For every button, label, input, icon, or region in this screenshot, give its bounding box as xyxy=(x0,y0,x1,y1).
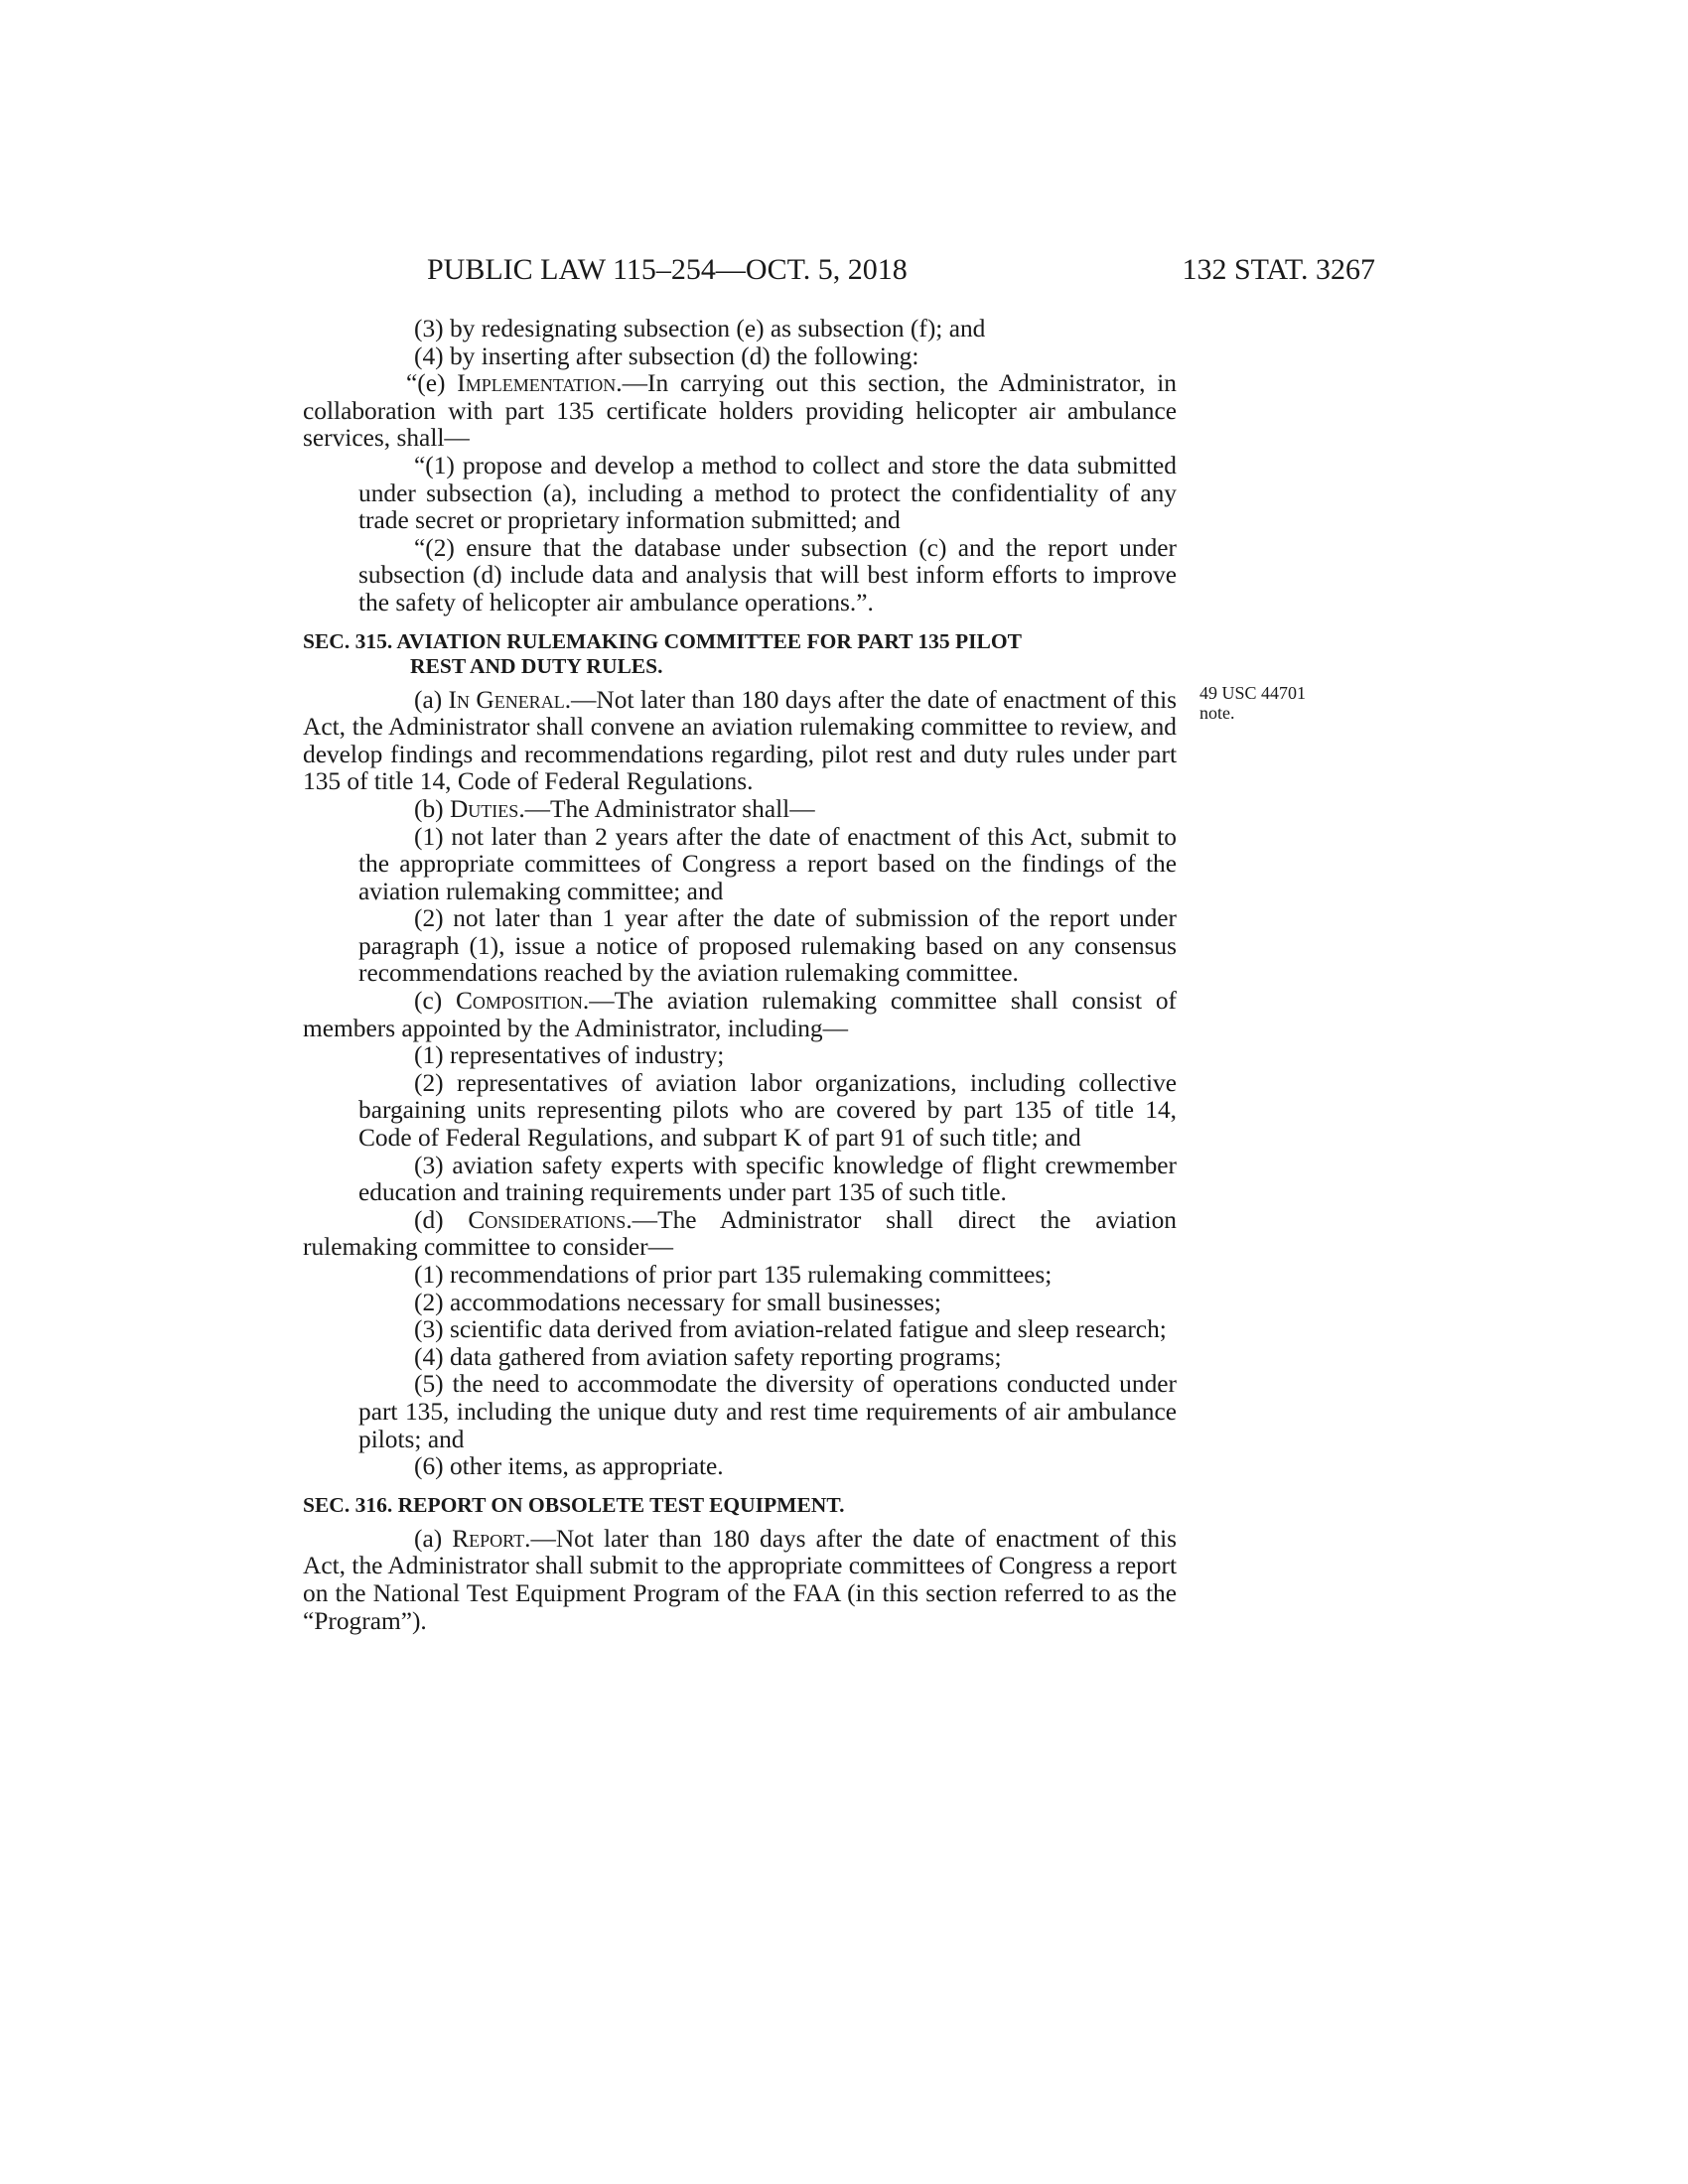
section-315-b xyxy=(303,796,1177,824)
running-title: PUBLIC LAW 115–254—OCT. 5, 2018 xyxy=(427,253,908,286)
section-315-d-5: (5) the need to accommodate the diversity of operations conducted under part 135, including the unique duty and rest time requirements of air ambulance pilots; and xyxy=(358,1370,1177,1453)
section-316-a xyxy=(303,1526,1177,1635)
section-315-d-1: (1) recommendations of prior part 135 rulemaking committees; xyxy=(414,1261,1053,1289)
section-315-d-label: (d) xyxy=(414,1205,469,1234)
subsection-e-2: “(2) ensure that the database under subsection (c) and the report under subsection (d) include data and analysis that will best inform efforts to improve the safety of helicopter air ambulance operations.”. xyxy=(358,533,1177,616)
section-315-b-heading: Duties xyxy=(449,794,519,823)
section-315-b-2: (2) not later than 1 year after the date of submission of the report under paragraph (1), issue a notice of proposed rulemaking based on any consensus recommendations reached by the aviation rulemaking committee. xyxy=(358,904,1177,988)
stat-page-number: 132 STAT. 3267 xyxy=(1182,253,1375,286)
section-316-heading: SEC. 316. REPORT ON OBSOLETE TEST EQUIPMENT. xyxy=(303,1492,845,1517)
section-316-a-label: (a) xyxy=(414,1524,453,1553)
section-316-a-text: .—Not later than 180 days after the date of enactment of this Act, the Administrator shall submit to the appropriate committees of Congress a report on the National Test Equipment Program of the FAA (in this section referred to as the “Program”). xyxy=(303,1524,1178,1635)
section-315-a-label: (a) xyxy=(414,685,449,714)
section-315-d-6: (6) other items, as appropriate. xyxy=(414,1452,724,1481)
subsection-e-1: “(1) propose and develop a method to collect and store the data submitted under subsection (a), including a method to protect the confidentiality of any trade secret or proprietary information submitted; and xyxy=(358,451,1177,535)
subsection-e-label: “(e) xyxy=(406,369,458,398)
section-315-heading xyxy=(303,629,1177,679)
section-315-d-4: (4) data gathered from aviation safety reporting programs; xyxy=(414,1342,1002,1371)
section-315-c-2: (2) representatives of aviation labor organizations, including collective bargaining units representing pilots who are covered by part 135 of title 14, Code of Federal Regulations, and subpart K of part 91 of such title; and xyxy=(358,1068,1177,1153)
section-315-a xyxy=(303,687,1177,796)
section-315-heading-line2: REST AND DUTY RULES. xyxy=(410,653,663,678)
section-315-heading-line1: SEC. 315. AVIATION RULEMAKING COMMITTEE FOR PART 135 PILOT xyxy=(303,628,1022,653)
subsection-e xyxy=(303,370,1177,453)
margin-citation xyxy=(1199,683,1348,723)
subsection-e-heading: Implementation xyxy=(457,369,617,398)
section-315-c-text: .—The aviation rulemaking committee shall consist of members appointed by the Administrator, including— xyxy=(303,987,1178,1042)
paragraph-4: (4) by inserting after subsection (d) the following: xyxy=(414,341,919,370)
section-315-d xyxy=(303,1207,1177,1262)
subsection-e-text: .—In carrying out this section, the Administrator, in collaboration with part 135 certificate holders providing helicopter air ambulance services, shall— xyxy=(303,369,1177,453)
paragraph-3: (3) by redesignating subsection (e) as subsection (f); and xyxy=(414,315,986,342)
page-header xyxy=(298,248,1375,292)
section-315-a-text: .—Not later than 180 days after the date of enactment of this Act, the Administrator shall convene an aviation rulemaking committee to review, and develop findings and recommendations regarding, pilot rest and duty rules under part 135 of title 14, Code of Federal Regulations. xyxy=(303,685,1177,796)
margin-citation-line1: 49 USC 44701 xyxy=(1199,683,1307,703)
section-315-b-1: (1) not later than 2 years after the date of enactment of this Act, submit to the appropriate committees of Congress a report based on the findings of the aviation rulemaking committee; and xyxy=(358,822,1177,905)
section-315-c-heading: Composition xyxy=(455,987,583,1016)
section-315-b-text: .—The Administrator shall— xyxy=(518,794,815,823)
section-315-d-3: (3) scientific data derived from aviation-related fatigue and sleep research; xyxy=(414,1315,1167,1344)
section-315-c-3: (3) aviation safety experts with specific knowledge of flight crewmember education and training requirements under part 135 of such title. xyxy=(358,1151,1177,1207)
section-315-d-text: .—The Administrator shall direct the aviation rulemaking committee to consider— xyxy=(303,1205,1177,1262)
section-315-c xyxy=(303,988,1177,1042)
page-body xyxy=(303,316,1177,1635)
section-316-a-heading: Report xyxy=(452,1524,525,1553)
section-315-d-heading: Considerations xyxy=(468,1205,627,1234)
section-315-c-1: (1) representatives of industry; xyxy=(414,1041,725,1070)
margin-citation-line2: note. xyxy=(1199,703,1235,723)
section-315-a-heading: In General xyxy=(448,685,565,714)
section-315-c-label: (c) xyxy=(414,987,456,1016)
section-315-d-2: (2) accommodations necessary for small businesses; xyxy=(414,1288,941,1316)
section-315-b-label: (b) xyxy=(414,794,450,823)
